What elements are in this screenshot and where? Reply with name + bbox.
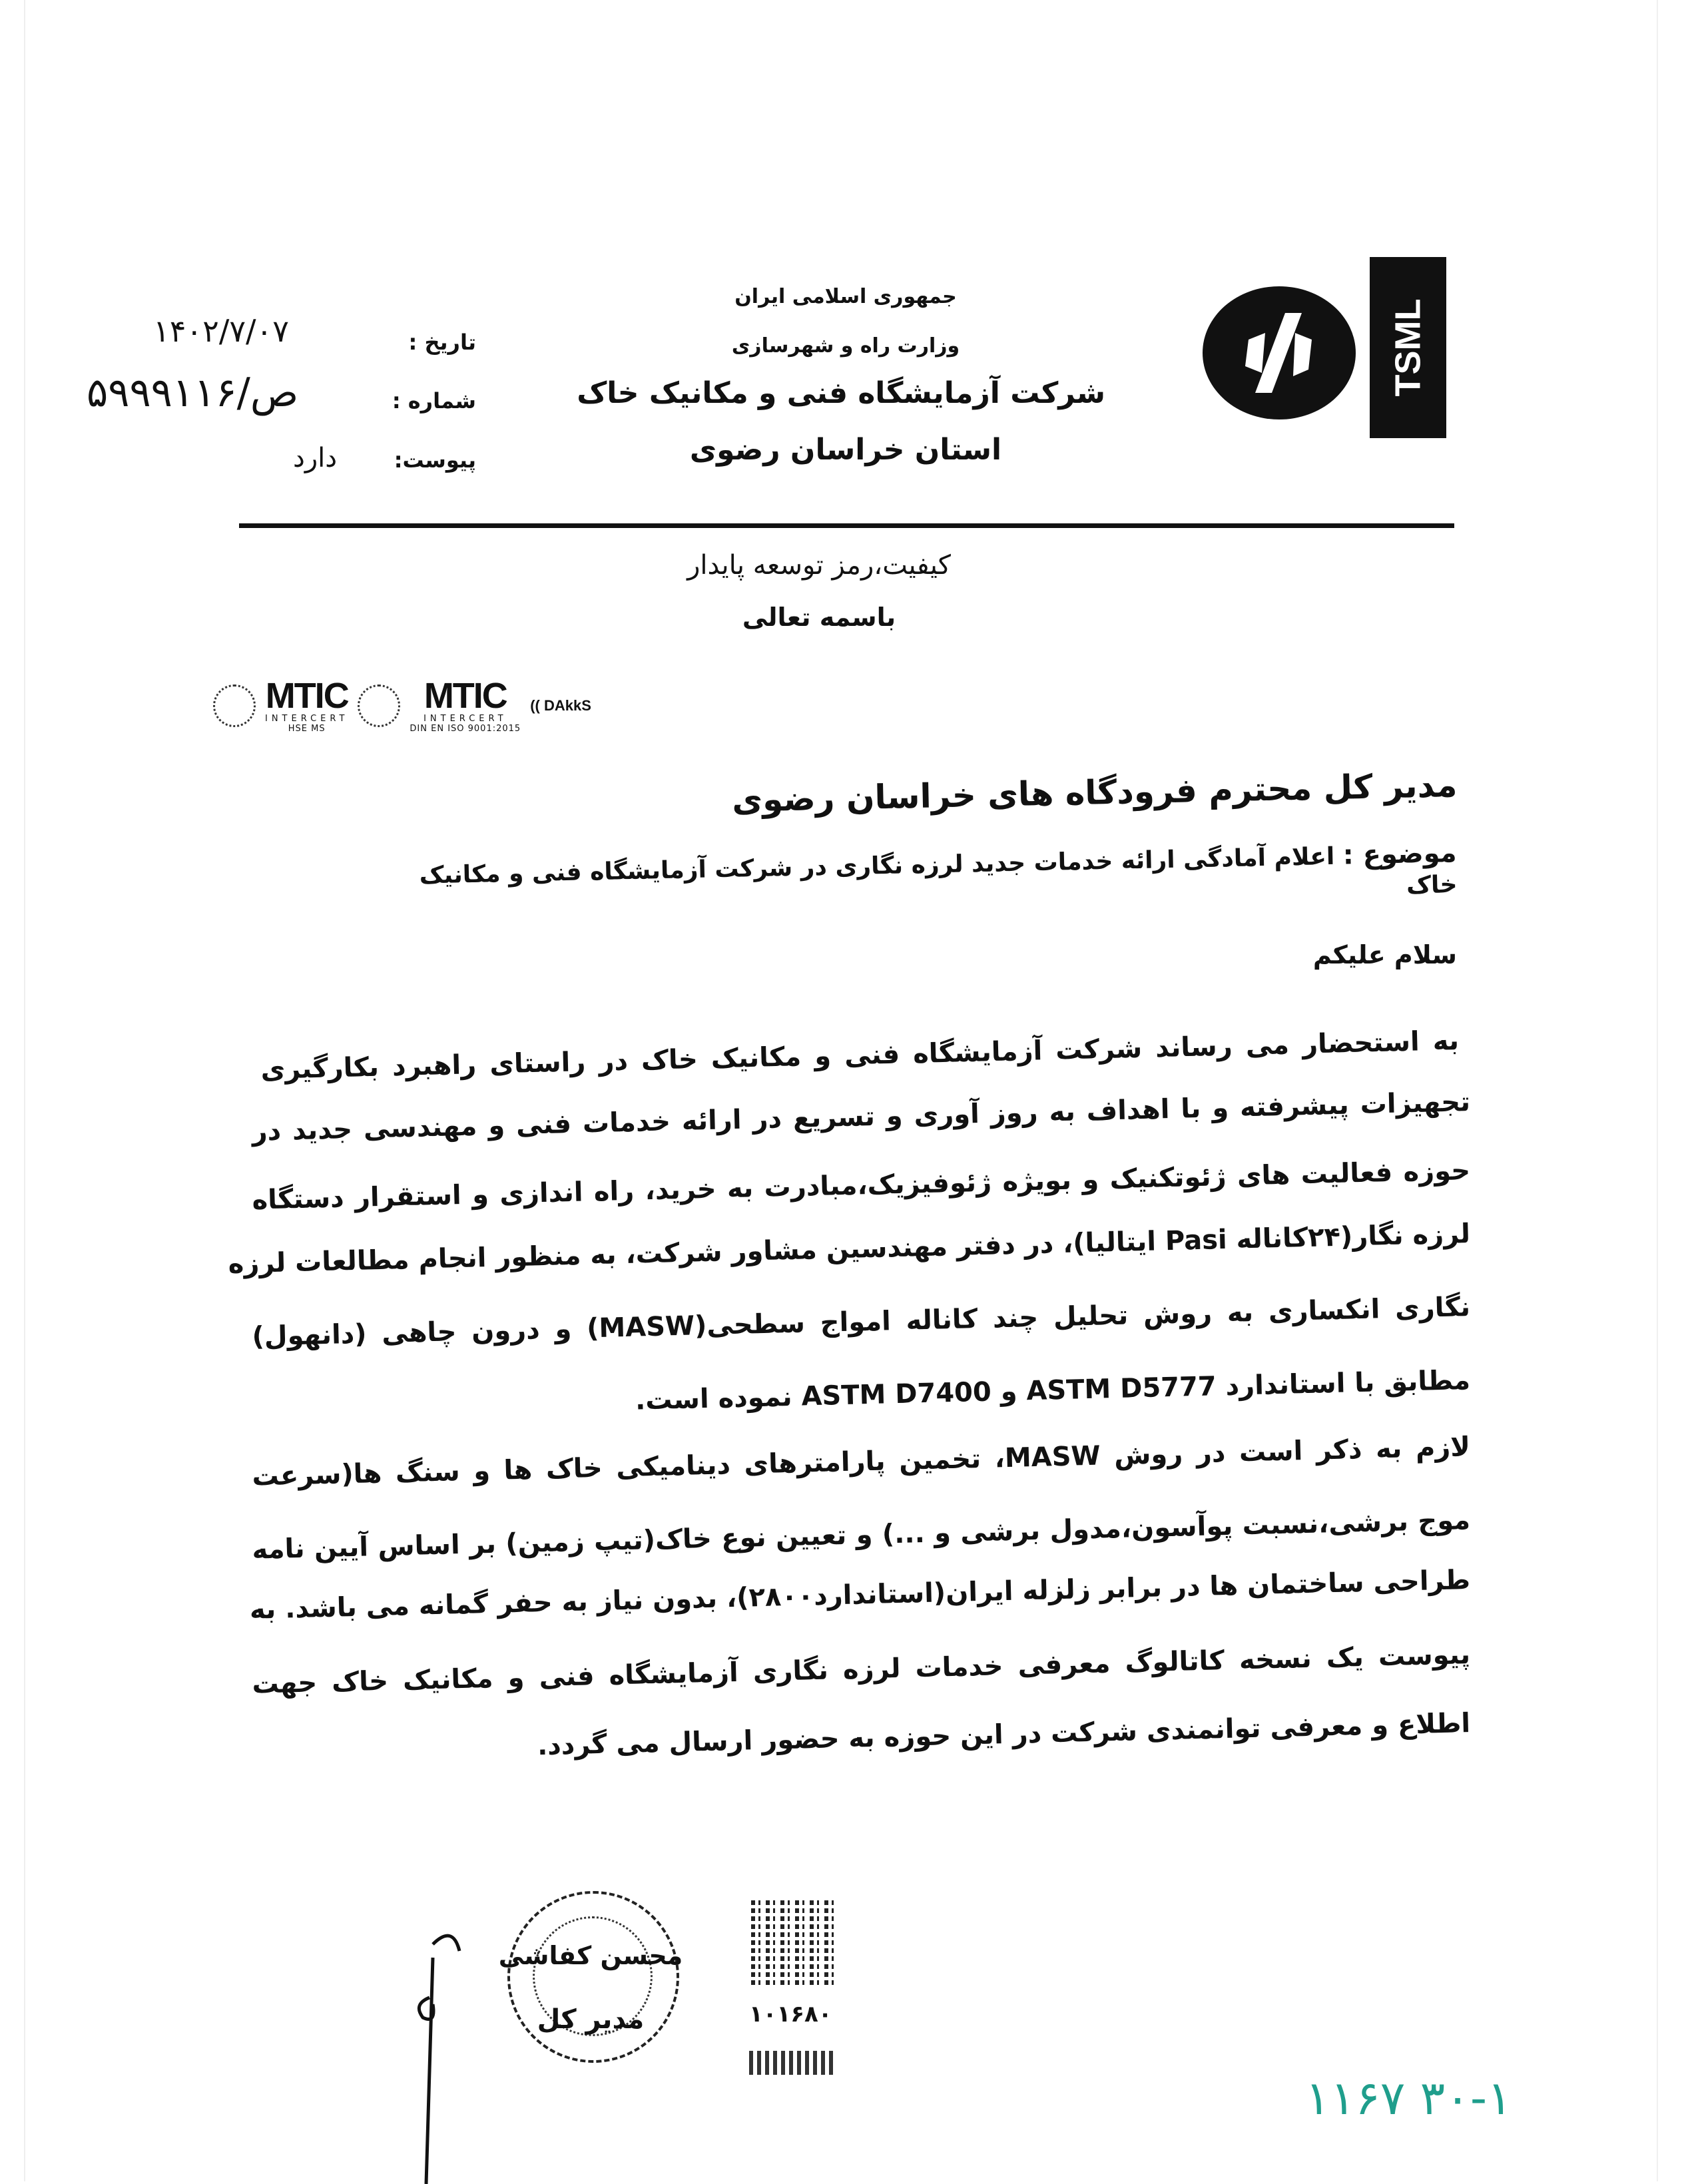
body-line: نگاری انکساری به روش تحلیل چند کاناله امواج سطحی(MASW) و درون چاهی (دانهول) <box>251 1292 1471 1352</box>
addressee: مدیر کل محترم فرودگاه های خراسان رضوی <box>731 766 1458 820</box>
stamp-name: محسن کفاشی <box>498 1941 683 1970</box>
date-label: تاریخ : <box>408 330 476 355</box>
subject-text: اعلام آمادگی ارائه خدمات جدید لرزه نگاری در شرکت آزمایشگاه فنی و مکانیک خاک <box>419 842 1458 900</box>
certification-logos <box>213 676 653 734</box>
subject-label: موضوع : <box>1342 838 1457 871</box>
body-line: طراحی ساختمان ها در برابر زلزله ایران(استاندارد۲۸۰۰)، بدون نیاز به حفر گمانه می باشد. به <box>249 1565 1471 1625</box>
attachment-value: دارد <box>293 443 338 473</box>
globe-icon <box>358 684 400 727</box>
stamp-title: مدیر کل <box>537 2004 645 2035</box>
body-line: موج برشی،نسبت پوآسون،مدول برشی و ...) و تعیین نوع خاک(تیپ زمین) بر اساس آیین نامه <box>251 1505 1471 1565</box>
body-line: پیوست یک نسخه کاتالوگ معرفی خدمات لرزه نگاری آزمایشگاه فنی و مکانیک خاک جهت <box>251 1639 1471 1700</box>
page-edge-left <box>24 0 25 2181</box>
cert-mtic-1: MTIC INTERCERT HSE MS <box>265 676 349 734</box>
number-value: ۵۹ص/۹۹۱۱۶ <box>87 370 299 416</box>
number-label: شماره : <box>392 388 476 413</box>
globe-icon <box>213 684 256 727</box>
tsml-logo: TSML <box>1370 257 1446 438</box>
body-line: به استحضار می رساند شرکت آزمایشگاه فنی و مکانیک خاک در راستای راهبرد بکارگیری <box>260 1025 1460 1085</box>
qr-code <box>751 1898 834 1988</box>
body-line: حوزه فعالیت های ژئوتکنیک و بویژه ژئوفیزیک،مبادرت به خرید، راه اندازی و استقرار دستگاه <box>251 1155 1471 1216</box>
body-line: تجهیزات پیشرفته و با اهداف به روز آوری و تسریع در ارائه خدمات فنی و مهندسی جدید در <box>251 1087 1471 1147</box>
header-ministry: وزارت راه و شهرسازی <box>731 334 960 358</box>
body-line: مطابق با استاندارد ASTM D5777 و ASTM D7400 نموده است. <box>635 1365 1471 1416</box>
header-province: استان خراسان رضوی <box>689 433 1002 467</box>
body-line: لازم به ذکر است در روش MASW، تخمین پارامترهای دینامیکی خاک ها و سنگ ها(سرعت <box>251 1432 1471 1492</box>
tsml-logo-mark <box>1245 313 1312 393</box>
header-divider <box>239 523 1454 528</box>
invocation: باسمه تعالی <box>742 603 896 632</box>
qr-number: ۱۰۱۶۸۰ <box>749 2001 832 2028</box>
body-line: لرزه نگار(۲۴کاناله Pasi ایتالیا)، در دفتر مهندسین مشاور شرکت، به منظور انجام مطالعات لرزه <box>228 1219 1471 1280</box>
cert-mtic-2: MTIC INTERCERT DIN EN ISO 9001:2015 <box>410 676 521 734</box>
cert-dakks: (( DAkkS <box>530 697 591 714</box>
header-country: جمهوری اسلامی ایران <box>734 285 957 308</box>
date-value: ۱۴۰۲/۷/۰۷ <box>153 313 289 349</box>
body-line: اطلاع و معرفی توانمندی شرکت در این حوزه به حضور ارسال می گردد. <box>537 1708 1471 1762</box>
header-company: شرکت آزمایشگاه فنی و مکانیک خاک <box>577 376 1105 410</box>
subject <box>391 838 1458 922</box>
handwritten-reference: ۱۱۶۷ ۳۰-۱ <box>1305 2071 1512 2125</box>
barcode-dots <box>749 2051 834 2075</box>
attachment-label: پیوست: <box>394 447 476 473</box>
motto: کیفیت،رمز توسعه پایدار <box>687 550 951 581</box>
greeting: سلام علیکم <box>1312 940 1457 969</box>
page-edge-right <box>1657 0 1658 2181</box>
